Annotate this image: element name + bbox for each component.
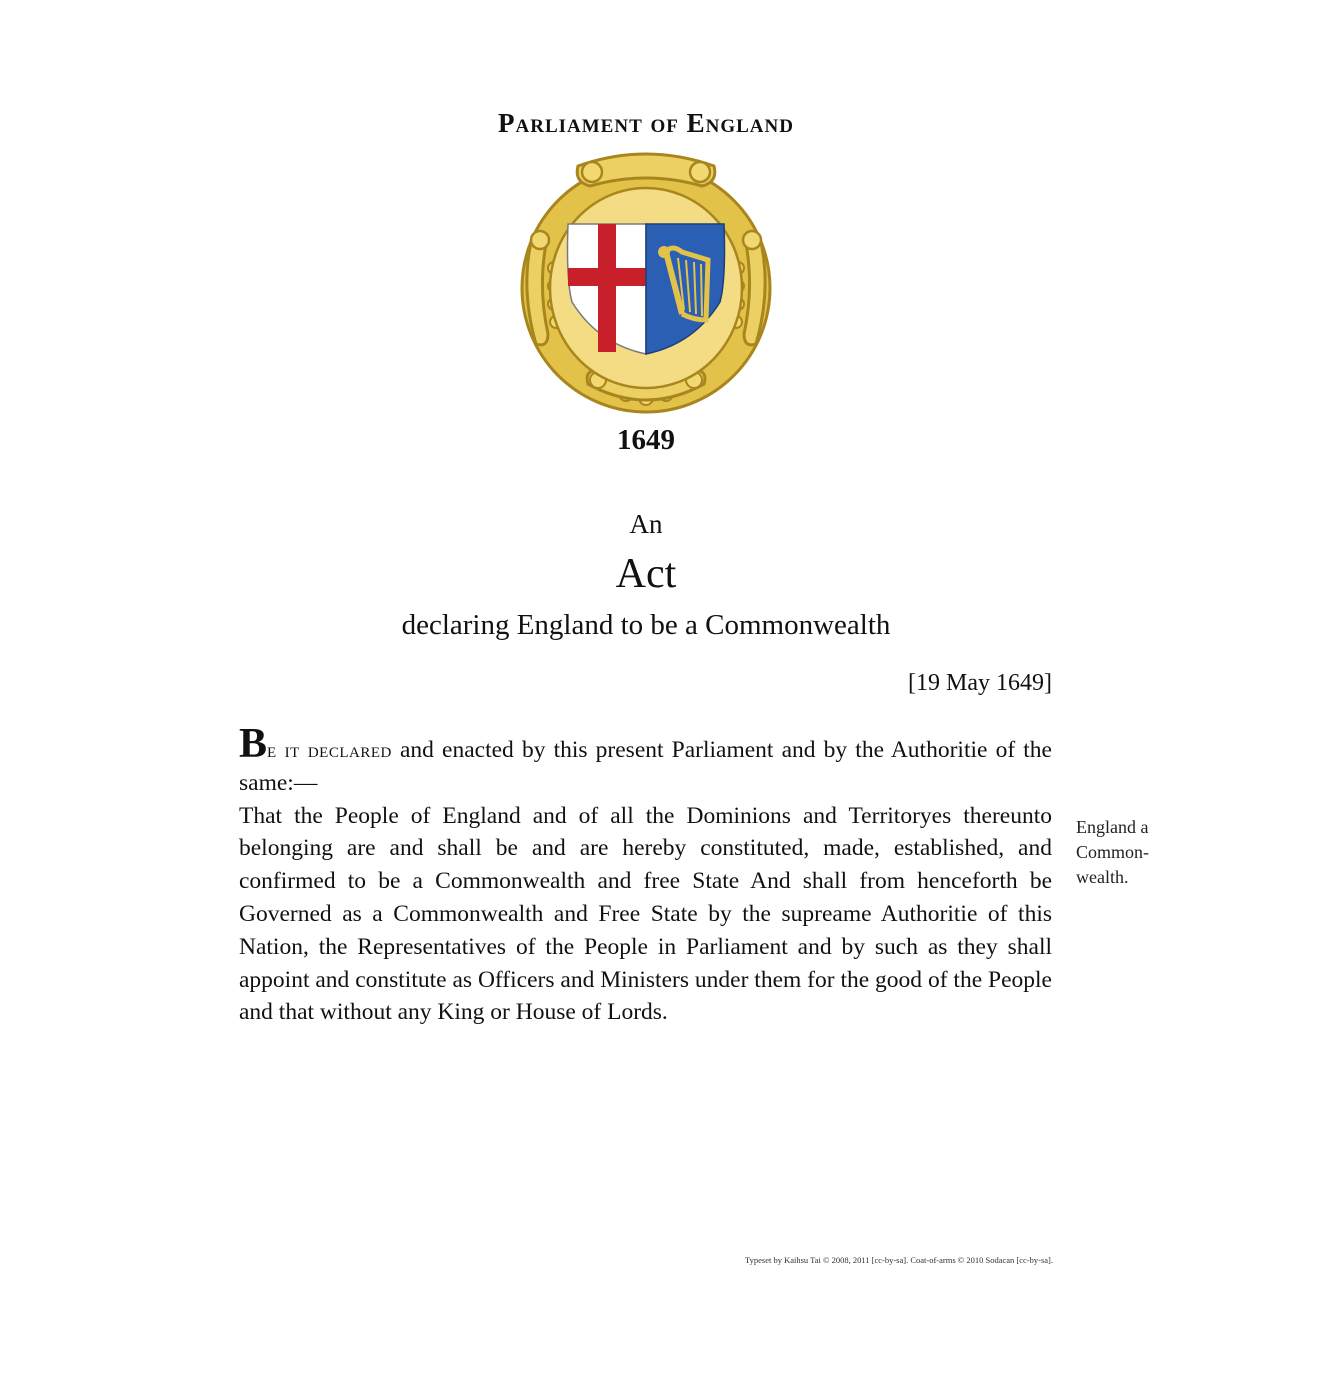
main-paragraph: That the People of England and of all the Dominions and Territoryes thereunto belonging are and shall be and are hereby constituted, made, established, and confirmed to be a Commonwealth and free State And shall from henceforth be Governed as a Commonwealth and Free State by the supreame Authoritie of this Nation, the Representatives of the People in Parliament and by such as they shall appoint and constitute as Officers and Ministers under them for the good of the People and that without any King or House of Lords. — [239, 802, 1052, 1026]
margin-note-line: Common- — [1076, 842, 1150, 862]
page-title: Parliament of England — [498, 108, 794, 138]
margin-note-line: wealth. — [1076, 867, 1129, 887]
margin-note-line: England a — [1076, 817, 1149, 837]
opening-paragraph — [239, 721, 1052, 800]
margin-note — [1076, 815, 1186, 890]
act-prefix: An — [629, 509, 663, 539]
act-subtitle: declaring England to be a Commonwealth — [401, 609, 891, 641]
scroll-curl-left — [582, 162, 602, 182]
coat-of-arms-emblem — [518, 148, 774, 416]
footer-credit: Typeset by Kaihsu Tai © 2008, 2011 [cc-by-sa]. Coat-of-arms © 2010 Sodacan [cc-by-sa]. — [745, 1255, 1053, 1265]
opening-text: and enacted by this present Parliament and by the Authoritie of the same:— — [239, 737, 1052, 796]
drop-cap: B — [239, 721, 268, 767]
act-body — [239, 721, 1052, 1029]
year-heading: 1649 — [617, 424, 675, 456]
smallcaps-lead: e it declared — [267, 738, 392, 762]
act-title: Act — [615, 551, 677, 597]
act-date: [19 May 1649] — [908, 670, 1052, 696]
scroll-curl-right — [690, 162, 710, 182]
